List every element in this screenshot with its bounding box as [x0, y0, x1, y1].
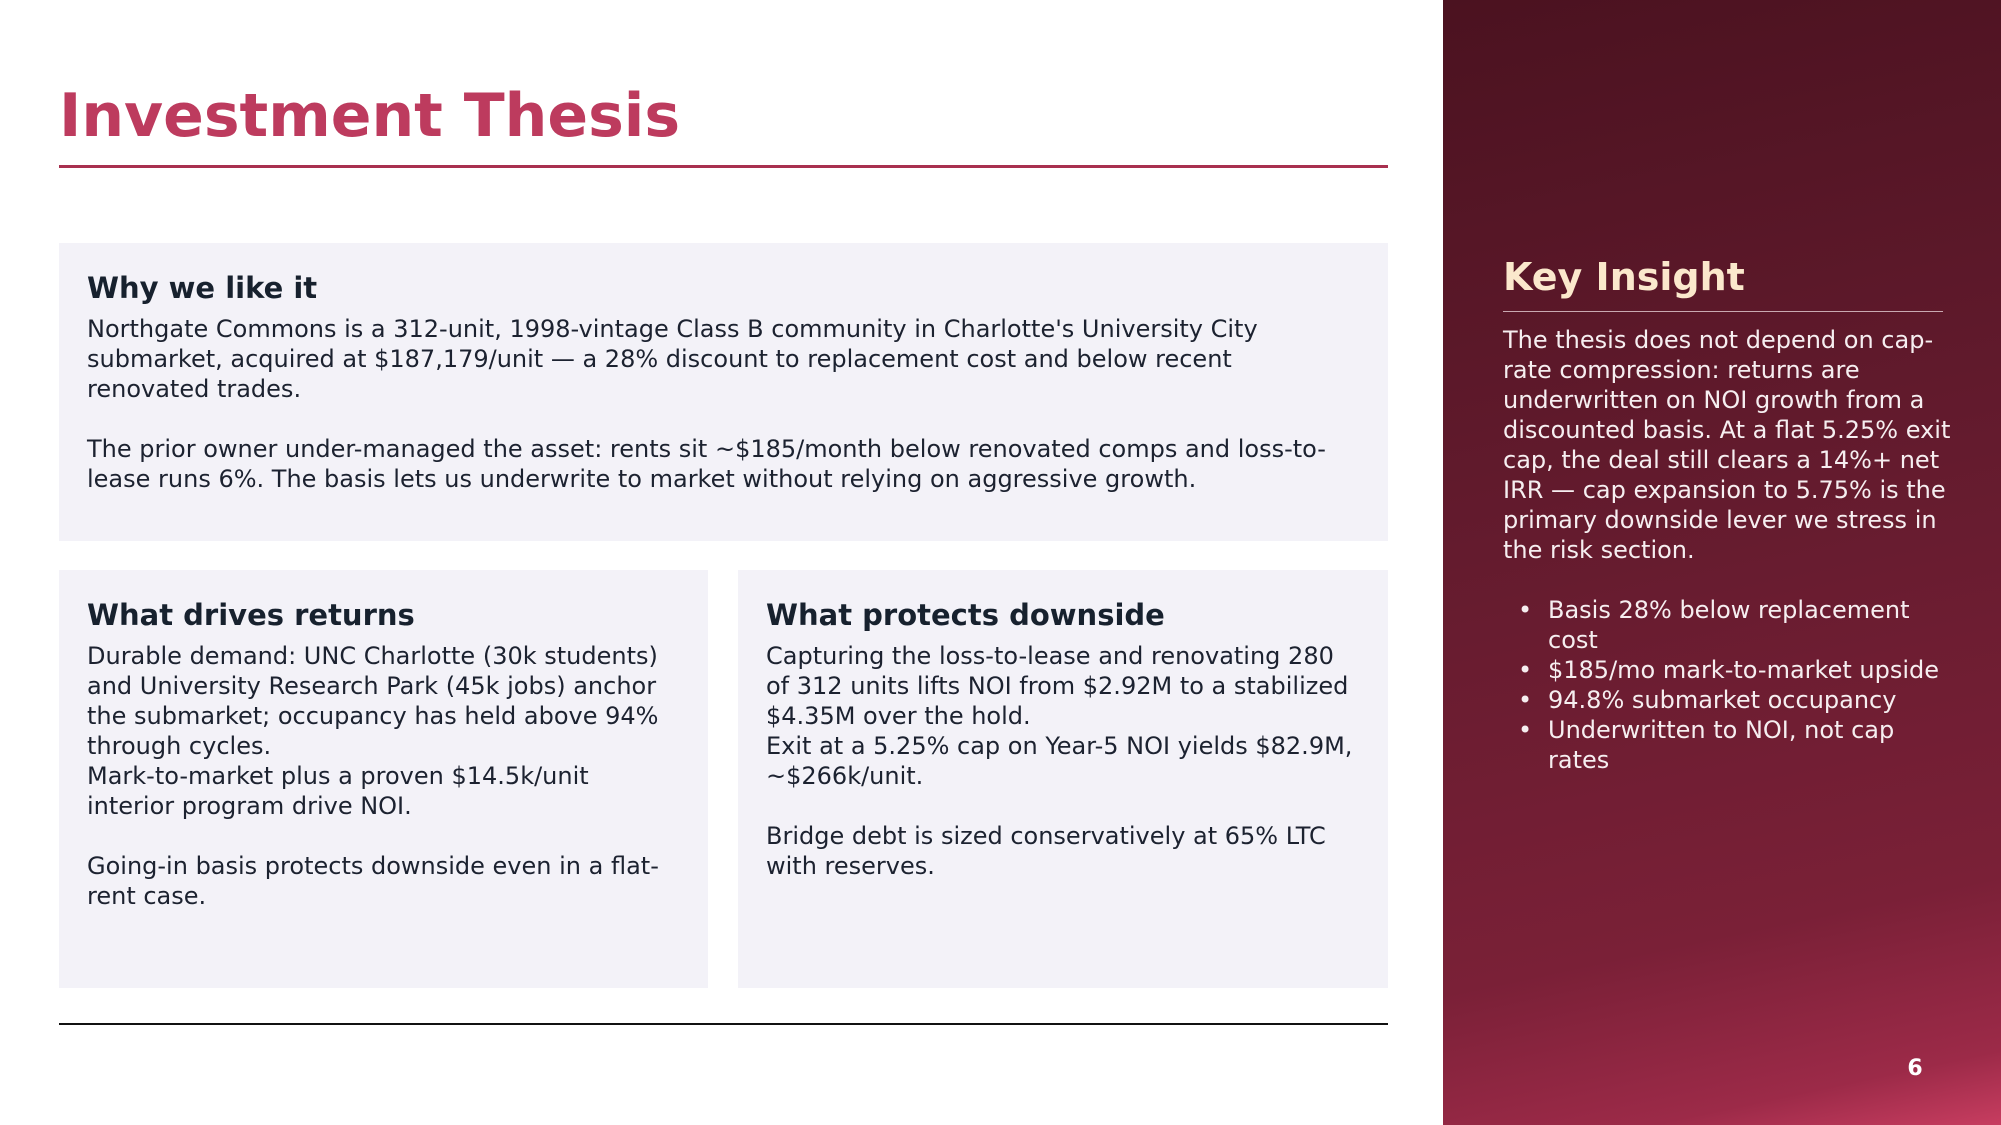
- list-item: [1503, 715, 1963, 775]
- why-heading: Why we like it: [87, 271, 318, 305]
- bullet-text: Basis 28% below replacement cost: [1548, 596, 1910, 654]
- title-divider: [59, 165, 1388, 168]
- insight-body: The thesis does not depend on cap-rate compression: returns are underwritten on NOI growth from a discounted basis. At a flat 5.25% exit cap, the deal still clears a 14%+ net IRR — cap expansion to 5.75% is the primary downside lever we stress in the risk section.: [1503, 326, 1951, 564]
- protects-paragraph-2: Exit at a 5.25% cap on Year-5 NOI yields $82.9M, ~$266k/unit.: [766, 732, 1353, 790]
- page-number: 6: [1907, 1056, 1923, 1081]
- insight-divider: [1503, 311, 1943, 312]
- bullet-icon: •: [1518, 716, 1533, 744]
- list-item: [1503, 595, 1963, 655]
- bullet-text: Underwritten to NOI, not cap rates: [1548, 716, 1895, 774]
- bottom-divider: [59, 1023, 1388, 1025]
- bullet-icon: •: [1518, 656, 1533, 684]
- drives-paragraph-2: Mark-to-market plus a proven $14.5k/unit interior program drive NOI.: [87, 762, 589, 820]
- drives-paragraph-3: Going-in basis protects downside even in a flat-rent case.: [87, 852, 659, 910]
- why-paragraph-1: Northgate Commons is a 312-unit, 1998-vintage Class B community in Charlotte's University City submarket, acquired at $187,179/unit — a 28% discount to replacement cost and below recent renovated trades.: [87, 315, 1258, 403]
- protects-paragraph-1: Capturing the loss-to-lease and renovating 280 of 312 units lifts NOI from $2.92M to a stabilized $4.35M over the hold.: [766, 642, 1349, 730]
- bullet-text: 94.8% submarket occupancy: [1548, 686, 1897, 714]
- bullet-text: $185/mo mark-to-market upside: [1548, 656, 1939, 684]
- insight-heading: Key Insight: [1503, 255, 1745, 299]
- why-we-like-it-card: [59, 243, 1388, 541]
- list-item: [1503, 655, 1963, 685]
- protects-paragraph-3: Bridge debt is sized conservatively at 65% LTC with reserves.: [766, 822, 1326, 880]
- bullet-icon: •: [1518, 686, 1533, 714]
- bullet-icon: •: [1518, 596, 1533, 624]
- drives-returns-card: [59, 570, 708, 988]
- protects-downside-card: [738, 570, 1388, 988]
- drives-heading: What drives returns: [87, 598, 415, 632]
- why-paragraph-2: The prior owner under-managed the asset: rents sit ~$185/month below renovated comps and loss-to-lease runs 6%. The basis lets us underwrite to market without relying on aggressive growth.: [87, 435, 1326, 493]
- page-title: Investment Thesis: [59, 81, 681, 151]
- list-item: [1503, 685, 1963, 715]
- key-insight-panel: [1443, 0, 2001, 1125]
- drives-paragraph-1: Durable demand: UNC Charlotte (30k students) and University Research Park (45k jobs) anchor the submarket; occupancy has held above 94% through cycles.: [87, 642, 659, 760]
- insight-bullet-list: [1503, 595, 1963, 775]
- protects-heading: What protects downside: [766, 598, 1165, 632]
